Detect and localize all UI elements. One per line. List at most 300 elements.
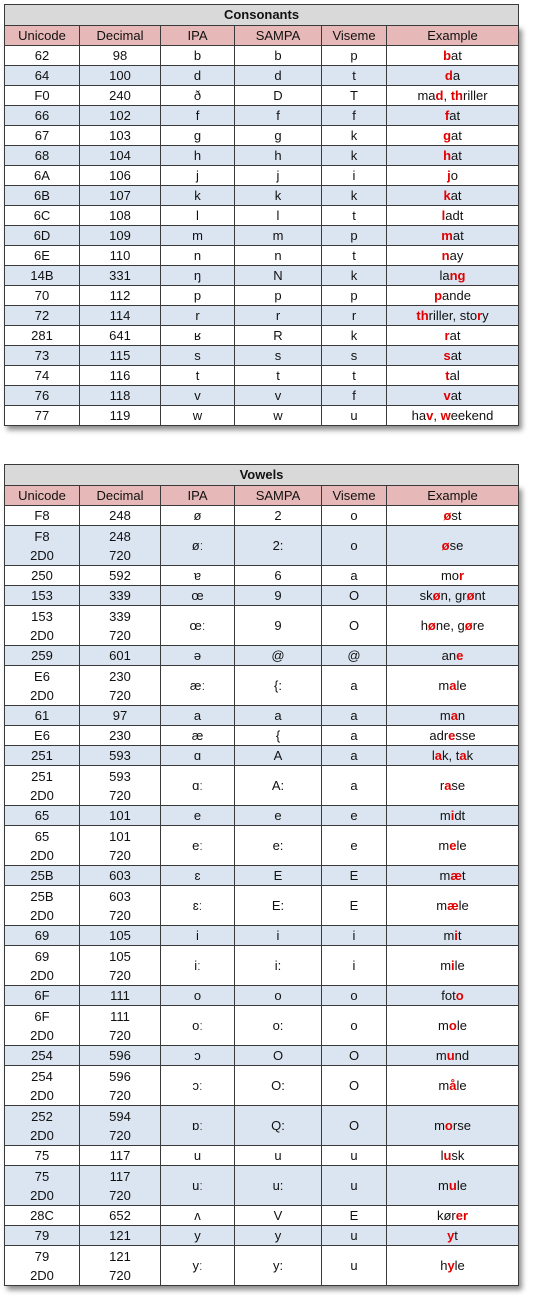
table-row [5,886,519,926]
header-viseme: Viseme [322,26,387,46]
example-text: at [451,148,462,163]
viseme-cell: f [322,386,387,406]
unicode-value: 252 [31,1108,53,1124]
viseme-cell: o [322,1006,387,1046]
example-text: at [451,128,462,143]
example-text: m [438,1018,449,1033]
example-text: a [452,68,461,83]
decimal-value: 121 [109,1248,131,1264]
unicode-cell [5,206,80,226]
ipa-cell: ɑː [161,766,235,806]
example-highlight: k [443,188,451,203]
decimal-cell [80,1206,161,1226]
decimal-value: 114 [109,308,131,323]
unicode-value: 64 [34,68,50,83]
example-highlight: e [448,728,456,743]
example-highlight: ø [443,508,452,523]
unicode-value: 6A [34,168,50,183]
decimal-value: 594 [109,1108,131,1124]
unicode-cell [5,506,80,526]
sampa-cell: m [235,226,322,246]
decimal-value: 603 [109,888,131,904]
unicode-value: 6E [34,248,50,263]
example-text: at [449,328,461,343]
sampa-cell: i: [235,946,322,986]
example-highlight: l [441,208,446,223]
example-text: m [440,958,452,973]
ipa-cell: b [161,46,235,66]
example-cell [387,66,519,86]
unicode-cell [5,186,80,206]
table-row [5,386,519,406]
unicode-value: 2D0 [30,687,54,703]
viseme-cell: O [322,586,387,606]
header-ipa: IPA [161,486,235,506]
example-text: sse [455,728,476,743]
table-row [5,806,519,826]
decimal-value: 106 [109,168,131,183]
decimal-value: 118 [109,388,131,403]
example-highlight: j [447,168,451,183]
decimal-cell [80,1226,161,1246]
decimal-value: 100 [109,68,131,83]
example-text: k [466,748,474,763]
unicode-value: 77 [34,408,50,423]
decimal-value: 720 [109,1187,131,1203]
example-text: riller, sto [428,308,478,323]
header-row [5,486,519,506]
unicode-cell [5,646,80,666]
decimal-value: 720 [109,967,131,983]
decimal-cell [80,286,161,306]
unicode-cell [5,406,80,426]
ipa-cell: ɛː [161,886,235,926]
example-text: le [454,1258,465,1273]
unicode-value: 2D0 [30,627,54,643]
example-text: ma [417,88,436,103]
example-highlight: i [450,808,455,823]
example-highlight: a [450,708,458,723]
table-row [5,746,519,766]
ipa-cell: w [161,406,235,426]
example-highlight: o [448,1018,457,1033]
example-highlight: m [441,228,453,243]
decimal-cell [80,86,161,106]
header-decimal: Decimal [80,486,161,506]
table-row [5,1226,519,1246]
example-text: sk [419,588,433,603]
ipa-cell: oː [161,1006,235,1046]
decimal-value: 121 [109,1228,131,1243]
table-row [5,1106,519,1146]
viseme-cell: t [322,246,387,266]
example-highlight: h [443,148,452,163]
viseme-cell: t [322,206,387,226]
unicode-cell [5,366,80,386]
unicode-value: 6D [33,228,51,243]
decimal-value: 596 [109,1048,131,1063]
unicode-cell [5,706,80,726]
table-row [5,1046,519,1066]
unicode-cell [5,946,80,986]
table-row [5,926,519,946]
example-text: ay [449,248,464,263]
decimal-value: 339 [109,588,131,603]
unicode-value: 25B [30,868,54,883]
viseme-cell: p [322,226,387,246]
example-text: le [458,898,469,913]
decimal-cell [80,666,161,706]
decimal-value: 117 [109,1148,131,1163]
decimal-cell [80,766,161,806]
example-text: adr [429,728,449,743]
decimal-value: 230 [109,668,131,684]
table-row [5,1146,519,1166]
unicode-value: 65 [34,828,50,844]
sampa-cell: d [235,66,322,86]
unicode-value: 75 [34,1148,50,1163]
viseme-cell: p [322,46,387,66]
example-highlight: e [456,648,464,663]
decimal-value: 331 [109,268,131,283]
unicode-value: 6C [33,208,51,223]
unicode-value: 251 [31,768,53,784]
decimal-cell [80,306,161,326]
unicode-value: 69 [34,948,50,964]
sampa-cell: E: [235,886,322,926]
example-text: n [457,708,466,723]
unicode-value: 65 [34,808,50,823]
example-text: le [456,838,467,853]
unicode-cell [5,326,80,346]
decimal-value: 116 [109,368,131,383]
unicode-cell [5,1006,80,1046]
sampa-cell: V [235,1206,322,1226]
example-cell [387,806,519,826]
unicode-value: 254 [31,1048,53,1063]
example-text: an [441,648,457,663]
unicode-value: 62 [34,48,50,63]
viseme-cell: t [322,366,387,386]
decimal-cell [80,1106,161,1146]
viseme-cell: a [322,746,387,766]
example-cell [387,826,519,866]
viseme-cell: E [322,866,387,886]
decimal-cell [80,606,161,646]
decimal-value: 107 [109,188,131,203]
decimal-value: 101 [109,828,131,844]
example-text: m [439,708,451,723]
example-highlight: a [459,748,467,763]
decimal-cell [80,1066,161,1106]
decimal-cell [80,526,161,566]
example-highlight: y [447,1258,455,1273]
viseme-cell: T [322,86,387,106]
sampa-cell: R [235,326,322,346]
decimal-cell [80,146,161,166]
unicode-value: 2D0 [30,1027,54,1043]
viseme-cell: a [322,566,387,586]
decimal-cell [80,386,161,406]
example-highlight: ø [427,618,436,633]
viseme-cell: O [322,1066,387,1106]
unicode-value: 6B [34,188,50,203]
unicode-cell [5,1146,80,1166]
example-text: at [452,228,464,243]
example-cell [387,886,519,926]
header-row [5,26,519,46]
decimal-value: 593 [109,768,131,784]
example-cell [387,326,519,346]
vowels-table [4,464,519,1286]
example-highlight: s [443,348,451,363]
table-row [5,146,519,166]
viseme-cell: k [322,146,387,166]
sampa-cell: a [235,706,322,726]
unicode-cell [5,226,80,246]
table-row [5,86,519,106]
example-text: fot [441,988,456,1003]
ipa-cell: d [161,66,235,86]
example-highlight: er [455,1208,469,1223]
ipa-cell: ð [161,86,235,106]
example-text: m [436,898,448,913]
decimal-value: 119 [109,408,131,423]
unicode-cell [5,346,80,366]
decimal-cell [80,926,161,946]
unicode-value: 153 [31,588,53,603]
example-text: nt [474,588,486,603]
ipa-cell: h [161,146,235,166]
example-cell [387,1046,519,1066]
decimal-cell [80,406,161,426]
example-cell [387,506,519,526]
unicode-value: 76 [34,388,50,403]
example-highlight: a [449,678,457,693]
unicode-cell [5,866,80,886]
example-text: eekend [450,408,494,423]
example-text: m [439,868,451,883]
viseme-cell: @ [322,646,387,666]
unicode-cell [5,86,80,106]
header-sampa: SAMPA [235,486,322,506]
decimal-cell [80,186,161,206]
ipa-cell: œː [161,606,235,646]
example-highlight: r [459,568,465,583]
decimal-value: 103 [109,128,131,143]
unicode-cell [5,586,80,606]
example-text: kør [436,1208,456,1223]
ipa-cell: æ [161,726,235,746]
ipa-cell: æː [161,666,235,706]
sampa-cell: g [235,126,322,146]
example-text: o [450,168,458,183]
unicode-value: 254 [31,1068,53,1084]
header-unicode: Unicode [5,26,80,46]
example-cell [387,866,519,886]
example-text: m [438,1078,450,1093]
example-highlight: t [445,368,450,383]
viseme-cell: u [322,1226,387,1246]
viseme-cell: t [322,66,387,86]
example-highlight: ø [441,538,450,553]
example-cell [387,146,519,166]
example-text: at [451,48,462,63]
table-row [5,1006,519,1046]
unicode-value: 2D0 [30,967,54,983]
example-text: t [454,1228,458,1243]
decimal-value: 339 [109,608,131,624]
example-highlight: ng [449,268,466,283]
unicode-cell [5,926,80,946]
decimal-cell [80,866,161,886]
unicode-cell [5,1046,80,1066]
ipa-cell: k [161,186,235,206]
sampa-cell: o: [235,1006,322,1046]
example-highlight: v [443,388,451,403]
decimal-value: 112 [109,288,131,303]
example-cell [387,386,519,406]
unicode-value: 74 [34,368,50,383]
unicode-value: 69 [34,928,50,943]
viseme-cell: i [322,946,387,986]
example-text: rse [452,1118,471,1133]
unicode-cell [5,1106,80,1146]
decimal-cell [80,46,161,66]
example-highlight: a [444,778,452,793]
unicode-cell [5,826,80,866]
vowels-title: Vowels [4,464,519,485]
decimal-value: 109 [109,228,131,243]
decimal-value: 98 [112,48,128,63]
example-text: at [450,348,462,363]
example-text: l [440,1148,444,1163]
sampa-cell: p [235,286,322,306]
table-row [5,946,519,986]
example-highlight: æ [450,868,462,883]
unicode-value: 79 [34,1228,50,1243]
sampa-cell: 2: [235,526,322,566]
example-text: t [461,868,466,883]
unicode-value: 6F [34,988,50,1003]
table-row [5,1166,519,1206]
example-cell [387,726,519,746]
example-text: m [435,1048,447,1063]
unicode-value: 251 [31,748,53,763]
unicode-cell [5,806,80,826]
unicode-cell [5,726,80,746]
decimal-value: 105 [109,948,131,964]
viseme-cell: o [322,986,387,1006]
viseme-cell: k [322,326,387,346]
table-row [5,986,519,1006]
viseme-cell: u [322,1146,387,1166]
example-cell [387,266,519,286]
unicode-cell [5,1066,80,1106]
unicode-value: 281 [31,328,53,343]
example-cell [387,646,519,666]
example-text: sk [451,1148,465,1163]
decimal-value: 720 [109,1087,131,1103]
table-row [5,346,519,366]
viseme-cell: O [322,1106,387,1146]
viseme-cell: k [322,266,387,286]
example-cell [387,306,519,326]
example-text: adt [445,208,464,223]
unicode-value: 72 [34,308,50,323]
decimal-cell [80,1166,161,1206]
table-row [5,766,519,806]
viseme-cell: k [322,186,387,206]
example-cell [387,246,519,266]
example-highlight: r [477,308,483,323]
table-row [5,726,519,746]
decimal-value: 240 [109,88,131,103]
decimal-cell [80,646,161,666]
ipa-cell: ʌ [161,1206,235,1226]
table-row [5,606,519,646]
decimal-cell [80,106,161,126]
viseme-cell: u [322,1166,387,1206]
unicode-value: 6F [34,1008,50,1024]
example-highlight: e [449,838,457,853]
decimal-cell [80,326,161,346]
viseme-cell: a [322,666,387,706]
unicode-value: 75 [34,1168,50,1184]
table-row [5,266,519,286]
example-cell [387,1166,519,1206]
example-text: ne, g [435,618,465,633]
viseme-cell: f [322,106,387,126]
ipa-cell: u [161,1146,235,1166]
viseme-cell: o [322,506,387,526]
sampa-cell: b [235,46,322,66]
example-text: le [456,678,467,693]
example-cell [387,226,519,246]
example-cell [387,986,519,1006]
example-text: k, t [442,748,460,763]
example-text: ande [442,288,471,303]
decimal-value: 720 [109,1127,131,1143]
ipa-cell: ɔː [161,1066,235,1106]
decimal-cell [80,806,161,826]
example-text: , [443,88,451,103]
example-highlight: å [449,1078,457,1093]
example-cell [387,1206,519,1226]
example-cell [387,566,519,586]
table-row [5,106,519,126]
decimal-value: 652 [109,1208,131,1223]
ipa-cell: ə [161,646,235,666]
table-row [5,246,519,266]
example-highlight: th [416,308,429,323]
header-decimal: Decimal [80,26,161,46]
example-cell [387,126,519,146]
example-cell [387,1146,519,1166]
decimal-cell [80,946,161,986]
sampa-cell: s [235,346,322,366]
unicode-value: F8 [34,508,50,523]
viseme-cell: a [322,766,387,806]
example-text: h [420,618,428,633]
example-text: m [434,1118,445,1133]
sampa-cell: Q: [235,1106,322,1146]
sampa-cell: h [235,146,322,166]
sampa-cell: v [235,386,322,406]
ipa-cell: g [161,126,235,146]
example-text: at [450,388,462,403]
header-example: Example [387,26,519,46]
